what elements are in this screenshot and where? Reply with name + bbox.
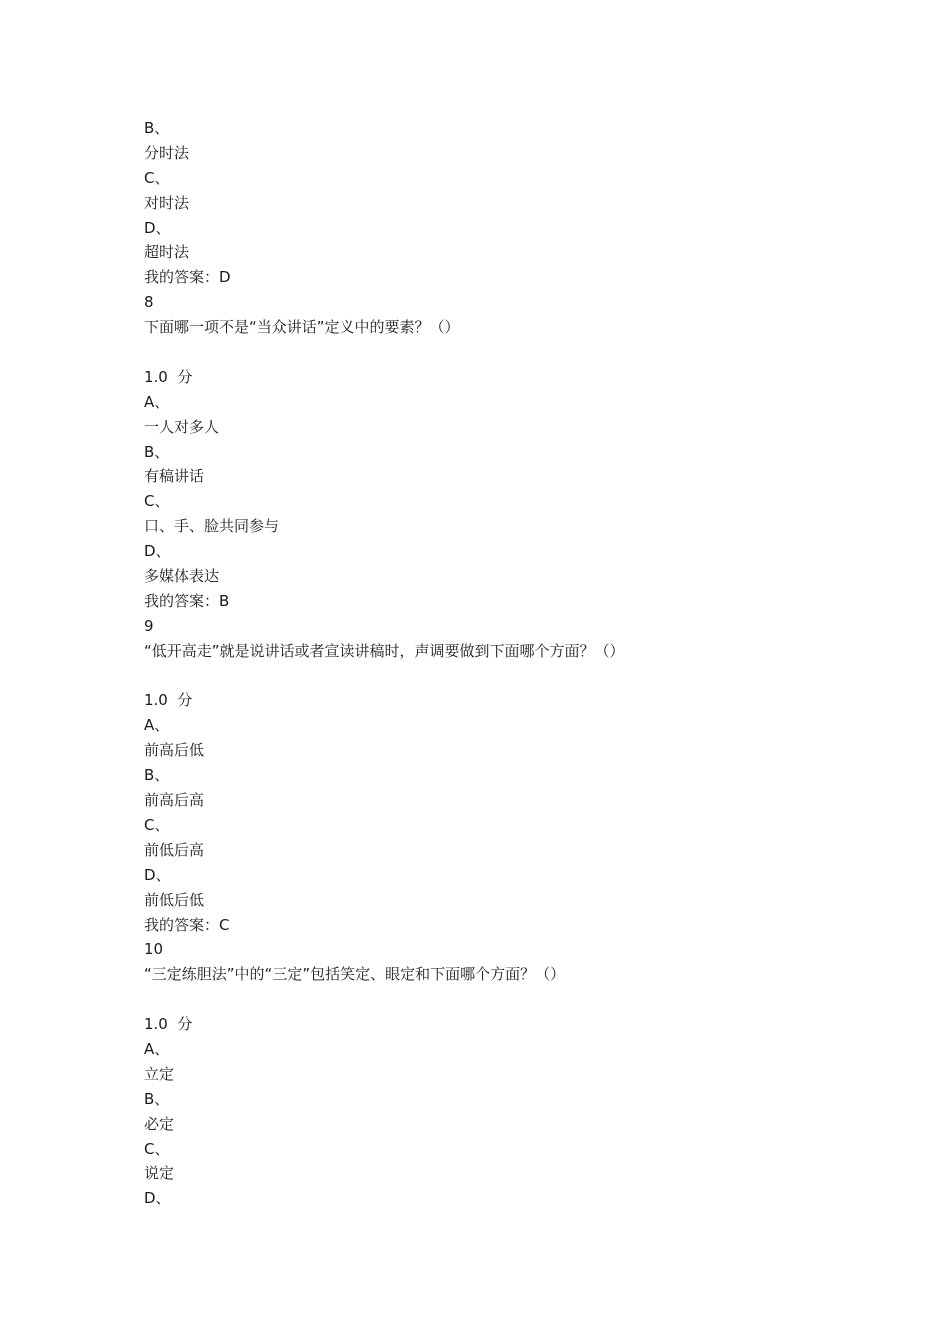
option-text: 对时法 [144,193,190,212]
option-label-d: D、 [144,865,171,884]
question-score: 1.0 分 [144,367,193,386]
blank-line [144,987,824,1012]
option-label-a: A、 [144,716,170,735]
option-label-b: B、 [144,766,170,785]
option-text: 超时法 [144,243,190,262]
question-score: 1.0 分 [144,1015,193,1034]
option-text: 前低后高 [144,840,205,859]
option-text: 有稿讲话 [144,467,205,486]
option-text: 说定 [144,1164,175,1183]
my-answer: 我的答案：C [144,915,230,934]
option-text: 分时法 [144,143,190,162]
option-label-b: B、 [144,1089,170,1108]
option-text: 必定 [144,1114,175,1133]
blank-line [144,664,824,689]
option-text: 多媒体表达 [144,567,220,586]
question-number: 10 [144,940,164,959]
option-text: 口、手、脸共同参与 [144,517,280,536]
option-text: 一人对多人 [144,417,220,436]
option-label-b: B、 [144,119,170,137]
option-label-c: C、 [144,168,170,187]
my-answer: 我的答案：D [144,268,231,287]
option-label-d: D、 [144,218,171,237]
option-label-d: D、 [144,542,171,561]
option-label-a: A、 [144,1039,170,1058]
question-text: “三定练胆法”中的“三定”包括笑定、眼定和下面哪个方面？（） [144,965,566,984]
option-label-b: B、 [144,442,170,461]
question-text: “低开高走”就是说讲话或者宣读讲稿时，声调要做到下面哪个方面？（） [144,641,625,660]
question-score: 1.0 分 [144,691,193,710]
my-answer: 我的答案：B [144,591,230,610]
option-text: 前高后低 [144,741,205,760]
blank-line [144,340,824,365]
question-number: 9 [144,616,154,635]
option-label-c: C、 [144,1139,170,1158]
option-label-d: D、 [144,1189,171,1208]
document-body [144,116,824,1211]
option-text: 前低后低 [144,890,205,909]
question-number: 8 [144,293,154,312]
option-text: 前高后高 [144,791,205,810]
option-label-a: A、 [144,392,170,411]
option-label-c: C、 [144,492,170,511]
question-text: 下面哪一项不是“当众讲话”定义中的要素？（） [144,318,460,337]
option-text: 立定 [144,1064,175,1083]
option-label-c: C、 [144,815,170,834]
